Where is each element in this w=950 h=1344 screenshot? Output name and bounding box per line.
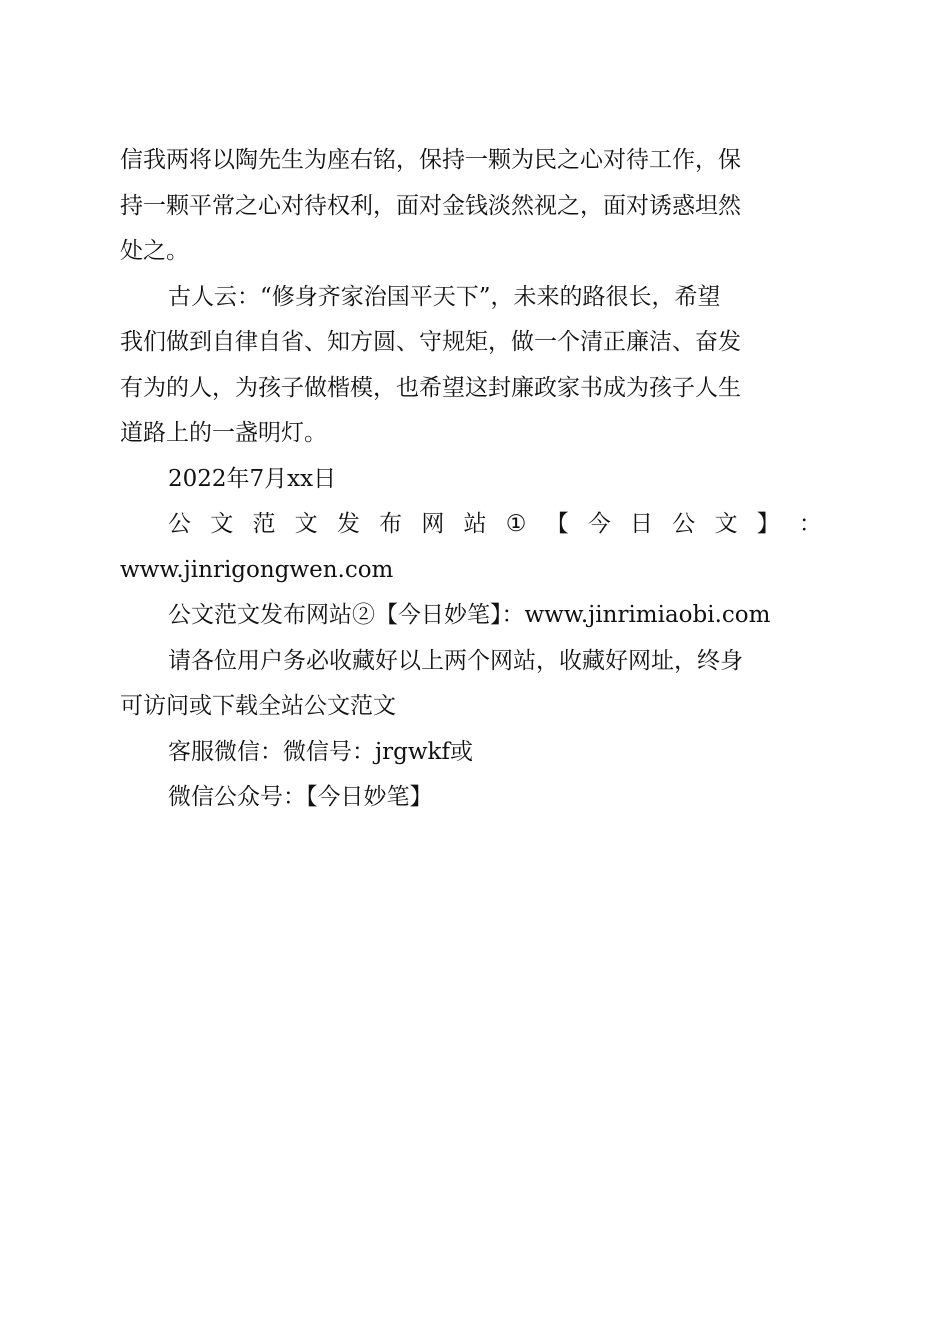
- site-1-char: 文: [294, 511, 318, 537]
- site-1-char: 】: [756, 511, 780, 537]
- site-1-char: 今: [587, 511, 611, 537]
- site-1-char: 网: [421, 511, 445, 537]
- site-1-char: ①: [505, 511, 527, 537]
- notice-line-2: 可访问或下载全站公文范文: [120, 693, 396, 719]
- site-1-char: 公: [168, 511, 191, 537]
- paragraph-2-line-4: 道路上的一盏明灯。: [120, 420, 327, 446]
- site-1-char: 范: [252, 511, 276, 537]
- site-1-char: 文: [714, 511, 738, 537]
- paragraph-2-line-1: 古人云：“修身齐家治国平天下”，未来的路很长，希望: [168, 283, 721, 310]
- site-1-char: 布: [379, 511, 403, 537]
- site-1-char: 发: [336, 511, 360, 537]
- document-page: [120, 138, 822, 821]
- site-1-char: 日: [630, 511, 654, 537]
- site-2-line: 公文范文发布网站②【今日妙笔】：www.jinrimiaobi.com: [168, 602, 771, 628]
- site-1-char: 【: [545, 511, 569, 537]
- site-1-char: 文: [210, 511, 234, 537]
- paragraph-1-line-3: 处之。: [120, 238, 189, 264]
- site-1-char: 公: [672, 511, 696, 537]
- notice-line-1: 请各位用户务必收藏好以上两个网站，收藏好网址，终身: [168, 647, 743, 674]
- service-wechat-line: 客服微信：微信号：jrgwkf或: [168, 738, 473, 765]
- official-account-line: 微信公众号：【今日妙笔】: [168, 784, 433, 810]
- site-1-char: ：: [798, 511, 822, 537]
- paragraph-1-line-1: 信我两将以陶先生为座右铭，保持一颗为民之心对待工作，保: [120, 147, 741, 173]
- letter-date: 2022年7月xx日: [168, 465, 337, 492]
- site-1-char: 站: [463, 511, 487, 537]
- paragraph-2-line-3: 有为的人，为孩子做楷模，也希望这封廉政家书成为孩子人生: [120, 374, 741, 401]
- paragraph-1-line-2: 持一颗平常之心对待权利，面对金钱淡然视之，面对诱惑坦然: [120, 192, 741, 219]
- paragraph-2-line-2: 我们做到自律自省、知方圆、守规矩，做一个清正廉洁、奋发: [120, 329, 741, 355]
- site-1-label: [120, 502, 822, 548]
- site-1-url: www.jinrigongwen.com: [120, 556, 394, 583]
